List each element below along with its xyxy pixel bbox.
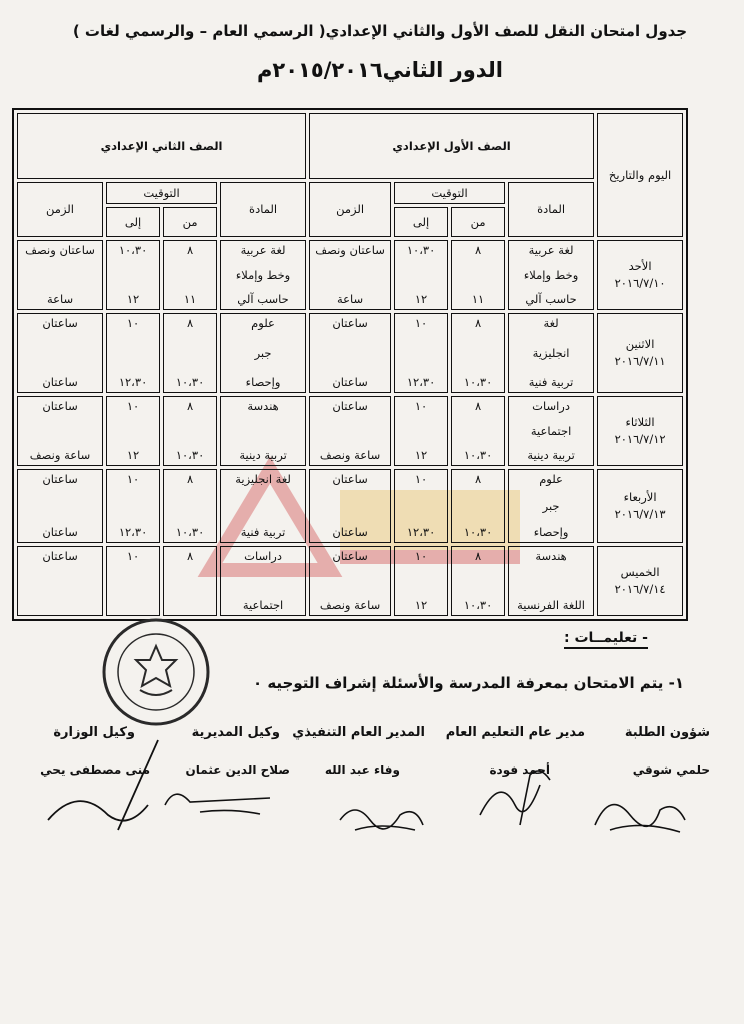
g2-duration-cell xyxy=(17,396,103,466)
time-value: ٨ xyxy=(474,399,482,413)
subject-line: دراسات xyxy=(532,399,570,413)
subject-line: هندسة xyxy=(535,549,567,563)
subject-line: حاسب آلي xyxy=(237,292,289,307)
g1-to-cell xyxy=(394,313,448,393)
g1-subject-cell xyxy=(508,396,594,466)
subject-line: اللغة الفرنسية xyxy=(517,598,585,613)
time-value: ٨ xyxy=(474,549,482,563)
subject-line: هندسة xyxy=(247,399,279,413)
time-value: ١٠ xyxy=(126,316,140,330)
g2-duration-header: الزمن xyxy=(17,182,103,237)
subject-line: علوم xyxy=(539,472,563,486)
g1-duration-cell xyxy=(309,396,391,466)
time-value: ١٢ xyxy=(414,598,428,613)
time-value: ١٠ xyxy=(414,472,428,486)
subject-line: اجتماعية xyxy=(242,598,284,613)
g1-to-header: إلى xyxy=(394,207,448,237)
g2-subject-cell xyxy=(220,313,306,393)
subject-line: لغة انجليزية xyxy=(235,472,291,486)
g2-from-header: من xyxy=(163,207,217,237)
g2-from-cell xyxy=(163,469,217,543)
day-name: الأربعاء xyxy=(623,490,657,505)
time-value: ١٠،٣٠ xyxy=(175,448,205,463)
signature-mark xyxy=(160,780,280,820)
duration-value: ساعة xyxy=(336,292,364,307)
duration-value: ساعة xyxy=(46,292,74,307)
g1-to-cell xyxy=(394,240,448,310)
g1-subject-cell xyxy=(508,469,594,543)
signatory-name: حلمي شوقي xyxy=(632,763,710,777)
time-value: ١٢،٣٠ xyxy=(406,375,436,390)
time-value: ١٢ xyxy=(414,448,428,463)
time-value: ١٠ xyxy=(414,399,428,413)
table-row xyxy=(17,546,683,616)
time-value: ٨ xyxy=(186,243,194,257)
time-value: ١٢ xyxy=(126,448,140,463)
time-value: ١٠،٣٠ xyxy=(175,375,205,390)
time-value: ١٠،٣٠ xyxy=(463,375,493,390)
time-value: ١٠ xyxy=(414,316,428,330)
g2-duration-cell xyxy=(17,546,103,616)
duration-value: ساعتان ونصف xyxy=(315,243,385,257)
grade1-header: الصف الأول الإعدادي xyxy=(309,113,594,179)
time-value: ١٠،٣٠ xyxy=(463,598,493,613)
subject-line: وإحصاء xyxy=(245,375,281,390)
g1-duration-header: الزمن xyxy=(309,182,391,237)
subject-line: جبر xyxy=(542,498,560,513)
duration-value: ساعتان xyxy=(332,472,368,486)
g1-duration-cell xyxy=(309,313,391,393)
g2-to-cell xyxy=(106,546,160,616)
subject-line: حاسب آلي xyxy=(525,292,577,307)
g1-timing-header: التوقيت xyxy=(394,182,505,204)
duration-value: ساعتان xyxy=(42,316,78,330)
duration-value: ساعة ونصف xyxy=(319,448,381,463)
duration-value: ساعتان xyxy=(332,375,368,390)
day-cell xyxy=(597,469,683,543)
g2-duration-cell xyxy=(17,240,103,310)
day-name: الثلاثاء xyxy=(625,415,655,430)
signature-mark xyxy=(38,735,168,835)
duration-value: ساعتان xyxy=(332,525,368,540)
signature-mark xyxy=(470,755,560,835)
duration-value: ساعتان xyxy=(42,525,78,540)
duration-value: ساعتان xyxy=(42,399,78,413)
g2-to-cell xyxy=(106,313,160,393)
g2-from-cell xyxy=(163,546,217,616)
subject-line: تربية دينية xyxy=(239,448,287,463)
g2-subject-cell xyxy=(220,396,306,466)
signature-mark xyxy=(590,780,690,840)
g2-to-cell xyxy=(106,240,160,310)
g1-from-cell xyxy=(451,240,505,310)
time-value: ١٠ xyxy=(126,472,140,486)
subject-line: جبر xyxy=(254,345,272,360)
subject-line: دراسات xyxy=(244,549,282,563)
g2-to-header: إلى xyxy=(106,207,160,237)
g1-subject-cell xyxy=(508,313,594,393)
day-name: الاثنين xyxy=(625,337,655,352)
subject-line: تربية دينية xyxy=(527,448,575,463)
day-cell xyxy=(597,240,683,310)
subject-line: لغة عربية xyxy=(240,243,286,257)
duration-value: ساعتان xyxy=(332,399,368,413)
exam-schedule-table xyxy=(12,108,688,621)
signatory-name: أحمد فودة xyxy=(489,763,550,777)
duration-value: ساعتان xyxy=(332,316,368,330)
document-subtitle: الدور الثاني٢٠١٥/٢٠١٦م xyxy=(257,58,503,82)
signature-mark xyxy=(335,790,425,835)
time-value: ١٢ xyxy=(126,292,140,307)
g1-to-cell xyxy=(394,396,448,466)
time-value: ٨ xyxy=(186,549,194,563)
time-value: ٨ xyxy=(474,243,482,257)
time-value: ٨ xyxy=(474,316,482,330)
day-date: ٢٠١٦/٧/١١ xyxy=(614,354,666,368)
time-value: ١٠،٣٠ xyxy=(463,525,493,540)
duration-value: ساعتان xyxy=(42,375,78,390)
duration-value: ساعتان ونصف xyxy=(25,243,95,257)
g2-subject-cell xyxy=(220,240,306,310)
day-date: ٢٠١٦/٧/١٢ xyxy=(614,432,666,446)
g1-from-cell xyxy=(451,469,505,543)
subject-line: وخط وإملاء xyxy=(235,267,291,282)
time-value: ١٠،٣٠ xyxy=(118,243,148,257)
subject-line: وإحصاء xyxy=(533,525,569,540)
time-value: ١١ xyxy=(471,292,485,307)
time-value: ١٢ xyxy=(414,292,428,307)
subject-line: تربية فنية xyxy=(240,525,286,540)
duration-value: ساعتان xyxy=(42,549,78,563)
g2-subject-cell xyxy=(220,546,306,616)
day-date-header: اليوم والتاريخ xyxy=(597,113,683,237)
signatory-name: وفاء عبد الله xyxy=(324,763,400,777)
g1-from-header: من xyxy=(451,207,505,237)
g1-subject-header: المادة xyxy=(508,182,594,237)
table-row xyxy=(17,240,683,310)
g1-subject-cell xyxy=(508,546,594,616)
time-value: ١٠،٣٠ xyxy=(406,243,436,257)
duration-value: ساعتان xyxy=(42,472,78,486)
time-value: ١٢،٣٠ xyxy=(406,525,436,540)
day-name: الأحد xyxy=(628,259,652,274)
day-date: ٢٠١٦/٧/١٠ xyxy=(614,276,666,290)
instructions-title: - تعليمــات : xyxy=(564,630,648,649)
duration-value: ساعة ونصف xyxy=(319,598,381,613)
official-stamp xyxy=(100,616,212,728)
time-value: ٨ xyxy=(474,472,482,486)
day-date: ٢٠١٦/٧/١٤ xyxy=(614,582,666,596)
g1-duration-cell xyxy=(309,469,391,543)
subject-line: تربية فنية xyxy=(528,375,574,390)
document-title: جدول امتحان النقل للصف الأول والثاني الإعدادي( الرسمي العام – والرسمي لغات ) xyxy=(72,22,688,40)
time-value: ١٢،٣٠ xyxy=(118,375,148,390)
g1-from-cell xyxy=(451,396,505,466)
duration-value: ساعتان xyxy=(332,549,368,563)
day-cell xyxy=(597,546,683,616)
subject-line: لغة عربية xyxy=(528,243,574,257)
day-name: الخميس xyxy=(620,565,660,580)
g2-timing-header: التوقيت xyxy=(106,182,217,204)
time-value: ٨ xyxy=(186,316,194,330)
instruction-item: ١- يتم الامتحان بمعرفة المدرسة والأسئلة إشراف التوجيه ٠ xyxy=(252,674,684,692)
duration-value: ساعة ونصف xyxy=(29,448,91,463)
time-value: ٨ xyxy=(186,399,194,413)
table-row xyxy=(17,313,683,393)
g2-subject-header: المادة xyxy=(220,182,306,237)
g1-from-cell xyxy=(451,546,505,616)
g2-to-cell xyxy=(106,469,160,543)
grade2-header: الصف الثاني الإعدادي xyxy=(17,113,306,179)
time-value: ١١ xyxy=(183,292,197,307)
day-cell xyxy=(597,396,683,466)
table-row xyxy=(17,396,683,466)
time-value: ١٢،٣٠ xyxy=(118,525,148,540)
signatory-title: المدير العام التنفيذي xyxy=(292,725,425,740)
g2-from-cell xyxy=(163,313,217,393)
day-date: ٢٠١٦/٧/١٣ xyxy=(614,507,666,521)
time-value: ١٠ xyxy=(126,399,140,413)
g1-to-cell xyxy=(394,469,448,543)
table-row xyxy=(17,469,683,543)
time-value: ٨ xyxy=(186,472,194,486)
subject-line: لغة xyxy=(543,316,559,330)
time-value: ١٠ xyxy=(126,549,140,563)
signatory-name: صلاح الدين عثمان xyxy=(185,763,290,777)
subject-line: انجليزية xyxy=(532,345,570,360)
subject-line: وخط وإملاء xyxy=(523,267,579,282)
g2-duration-cell xyxy=(17,469,103,543)
signatory-title: شؤون الطلبة xyxy=(624,725,710,740)
time-value: ١٠ xyxy=(414,549,428,563)
g1-from-cell xyxy=(451,313,505,393)
signatory-name: منى مصطفى يحي xyxy=(40,763,150,777)
signatory-title: مدير عام التعليم العام xyxy=(445,725,585,740)
g2-subject-cell xyxy=(220,469,306,543)
g2-from-cell xyxy=(163,240,217,310)
g1-duration-cell xyxy=(309,546,391,616)
subject-line: علوم xyxy=(251,316,275,330)
time-value: ١٠،٣٠ xyxy=(463,448,493,463)
signatory-title: وكيل المديرية xyxy=(191,725,280,740)
day-cell xyxy=(597,313,683,393)
g1-duration-cell xyxy=(309,240,391,310)
g1-subject-cell xyxy=(508,240,594,310)
g2-from-cell xyxy=(163,396,217,466)
g2-duration-cell xyxy=(17,313,103,393)
g2-to-cell xyxy=(106,396,160,466)
signatory-title: وكيل الوزارة xyxy=(53,725,135,740)
g1-to-cell xyxy=(394,546,448,616)
time-value: ١٠،٣٠ xyxy=(175,525,205,540)
subject-line: اجتماعية xyxy=(530,423,572,438)
